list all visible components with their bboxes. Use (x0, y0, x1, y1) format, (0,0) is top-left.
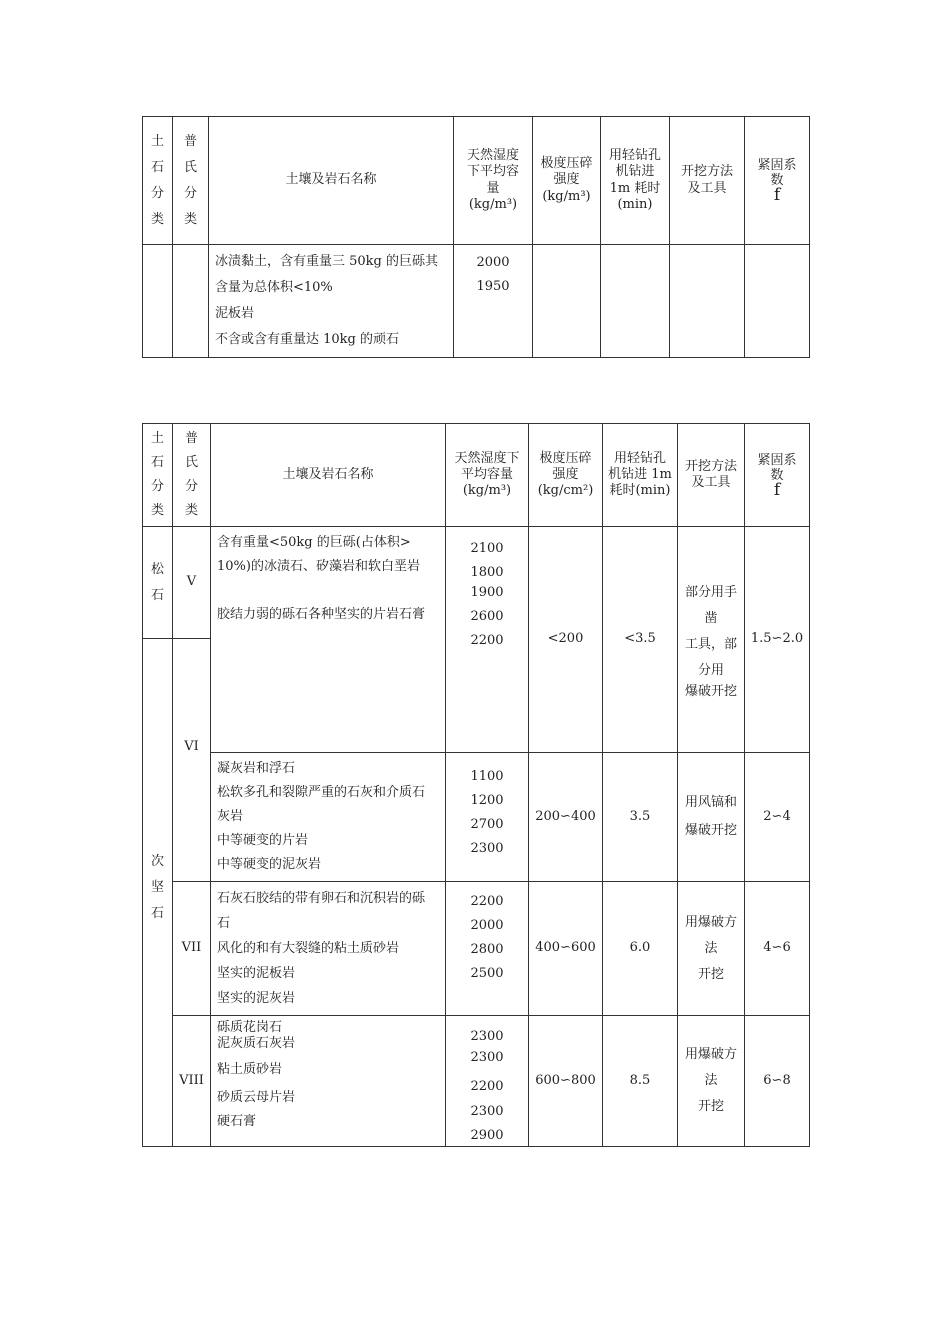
row-densities: 2000 1950 (454, 245, 533, 358)
class-v: V (173, 527, 211, 639)
row-vi-names: 凝灰岩和浮石 松软多孔和裂隙严重的石灰和介质石 灰岩 中等硬变的片岩 中等硬变的泥灰岩 (211, 753, 446, 882)
row-category-empty (143, 245, 173, 358)
row-coef-empty (745, 245, 810, 358)
class-viii: VIII (173, 1016, 211, 1147)
header-density: 天然湿度下 平均容量 (kg/m³) (446, 424, 529, 527)
row-vi-strength: 200∽400 (529, 753, 603, 882)
row-viii-method: 用爆破方 法 开挖 (678, 1016, 745, 1147)
header-strength: 极度压碎 强度 (kg/cm²) (529, 424, 603, 527)
header-drill-time: 用轻钻孔 机钻进 1m 耗时(min) (603, 424, 678, 527)
header-strength: 极度压碎 强度 (kg/m³) (533, 117, 601, 245)
row-v-method: 部分用手 凿 工具，部 分用 爆破开挖 (678, 527, 745, 753)
row-vii-coefficient: 4∽6 (745, 882, 810, 1016)
class-vi: VI (173, 639, 211, 882)
header-pu-class: 普 氏 分 类 (173, 424, 211, 527)
row-strength-empty (533, 245, 601, 358)
header-name: 土壤及岩石名称 (209, 117, 454, 245)
header-method: 开挖方法 及工具 (678, 424, 745, 527)
row-viii-strength: 600∽800 (529, 1016, 603, 1147)
header-name: 土壤及岩石名称 (211, 424, 446, 527)
row-vi-method: 用风镐和 爆破开挖 (678, 753, 745, 882)
row-names: 冰渍黏土，含有重量三 50kg 的巨砾其 含量为总体积<10% 泥板岩 不含或含有重量达 10kg 的顽石 (209, 245, 454, 358)
row-method-empty (670, 245, 745, 358)
row-viii-names: 砾质花岗石 泥灰质石灰岩 粘土质砂岩 砂质云母片岩 硬石膏 (211, 1016, 446, 1147)
row-v-names: 含有重量<50kg 的巨砾(占体积> 10%)的冰渍石、矽藻岩和软白垩岩 胶结力弱的砾石各种坚实的片岩石膏 (211, 527, 446, 753)
header-category: 土 石 分 类 (143, 117, 173, 245)
rock-classification-table-1 (142, 116, 810, 358)
header-category: 土 石 分 类 (143, 424, 173, 527)
row-vii-strength: 400∽600 (529, 882, 603, 1016)
header-method: 开挖方法 及工具 (670, 117, 745, 245)
row-class-empty (173, 245, 209, 358)
class-vii: VII (173, 882, 211, 1016)
category-sub-hard-rock: 次 坚 石 (143, 639, 173, 1147)
row-vii-method: 用爆破方 法 开挖 (678, 882, 745, 1016)
row-vi-drill-time: 3.5 (603, 753, 678, 882)
row-v-densities: 2100 1800 1900 2600 2200 (446, 527, 529, 753)
row-drill-empty (601, 245, 670, 358)
header-coefficient: 紧固系 数 f (745, 117, 810, 245)
row-viii-densities: 2300 2300 2200 2300 2900 (446, 1016, 529, 1147)
row-vi-densities: 1100 1200 2700 2300 (446, 753, 529, 882)
row-v-strength: <200 (529, 527, 603, 753)
row-vii-drill-time: 6.0 (603, 882, 678, 1016)
header-density: 天然湿度 下平均容 量 (kg/m³) (454, 117, 533, 245)
row-vii-densities: 2200 2000 2800 2500 (446, 882, 529, 1016)
category-loose-rock: 松 石 (143, 527, 173, 639)
row-vi-coefficient: 2∽4 (745, 753, 810, 882)
row-vii-names: 石灰石胶结的带有卵石和沉积岩的砾 石 风化的和有大裂缝的粘土质砂岩 坚实的泥板岩 坚实的泥灰岩 (211, 882, 446, 1016)
row-v-coefficient: 1.5∽2.0 (745, 527, 810, 753)
row-v-drill-time: <3.5 (603, 527, 678, 753)
header-pu-class: 普 氏 分 类 (173, 117, 209, 245)
row-viii-coefficient: 6∽8 (745, 1016, 810, 1147)
row-viii-drill-time: 8.5 (603, 1016, 678, 1147)
header-drill-time: 用轻钻孔 机钻进 1m 耗时 (min) (601, 117, 670, 245)
header-coefficient: 紧固系 数 f (745, 424, 810, 527)
rock-classification-table-2 (142, 423, 810, 1147)
